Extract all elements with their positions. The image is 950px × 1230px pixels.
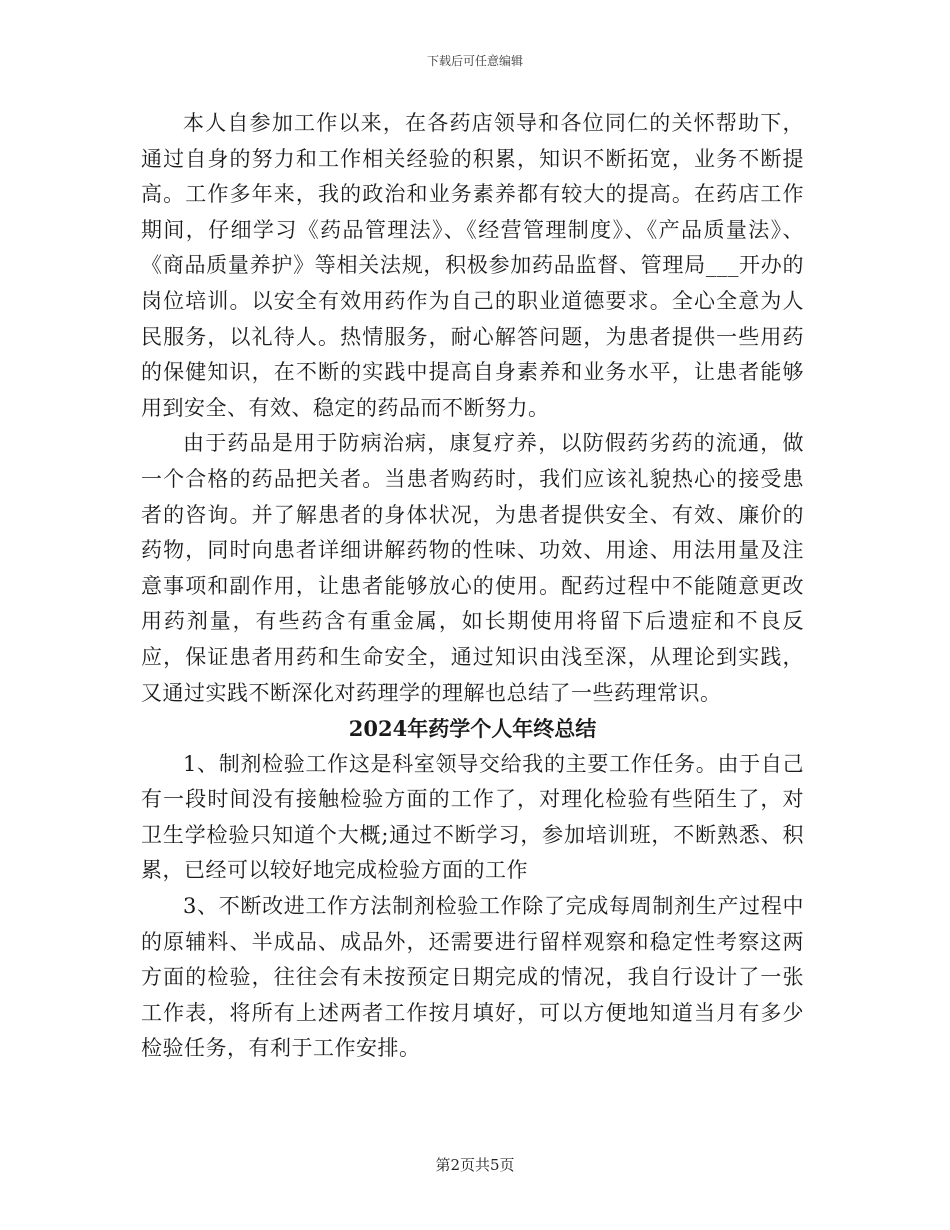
paragraph-improve-methods: 3、不断改进工作方法制剂检验工作除了完成每周制剂生产过程中的原辅料、半成品、成品外，还需要进行留样观察和稳定性考察这两方面的检验，往往会有未按预定日期完成的情况，我自行设计了一张工作表，将所有上述两者工作按月填好，可以方便地知道当月有多少检验任务，有利于工作安排。 xyxy=(141,894,804,1061)
section-title: 2024年药学个人年终总结 xyxy=(348,716,597,742)
paragraph-work-experience: 本人自参加工作以来，在各药店领导和各位同仁的关怀帮助下，通过自身的努力和工作相关经验的积累，知识不断拓宽，业务不断提高。工作多年来，我的政治和业务素养都有较大的提高。在药店工作期间，仔细学习《药品管理法》、《经营管理制度》、《产品质量法》、《商品质量养护》等相关法规，积极参加药品监督、管理局___开办的岗位培训。以安全有效用药作为自己的职业道德要求。全心全意为人民服务，以礼待人。热情服务，耐心解答问题，为患者提供一些用药的保健知识，在不断的实践中提高自身素养和业务水平，让患者能够用到安全、有效、稳定的药品而不断努力。 xyxy=(141,111,804,420)
document-body xyxy=(141,106,804,1067)
page-header-note: 下载后可任意编辑 xyxy=(426,54,523,68)
page-number: 第2页共5页 xyxy=(435,1156,515,1174)
paragraph-drug-gatekeeper: 由于药品是用于防病治病，康复疗养，以防假药劣药的流通，做一个合格的药品把关者。当患者购药时，我们应该礼貌热心的接受患者的咨询。并了解患者的身体状况，为患者提供安全、有效、廉价的药物，同时向患者详细讲解药物的性味、功效、用途、用法用量及注意事项和副作用，让患者能够放心的使用。配药过程中不能随意更改用药剂量，有些药含有重金属，如长期使用将留下后遗症和不良反应，保证患者用药和生命安全，通过知识由浅至深，从理论到实践，又通过实践不断深化对药理学的理解也总结了一些药理常识。 xyxy=(141,431,804,705)
paragraph-inspection-work: 1、制剂检验工作这是科室领导交给我的主要工作任务。由于自己有一段时间没有接触检验方面的工作了，对理化检验有些陌生了，对卫生学检验只知道个大概;通过不断学习，参加培训班，不断熟悉、积累，已经可以较好地完成检验方面的工作 xyxy=(141,751,804,883)
